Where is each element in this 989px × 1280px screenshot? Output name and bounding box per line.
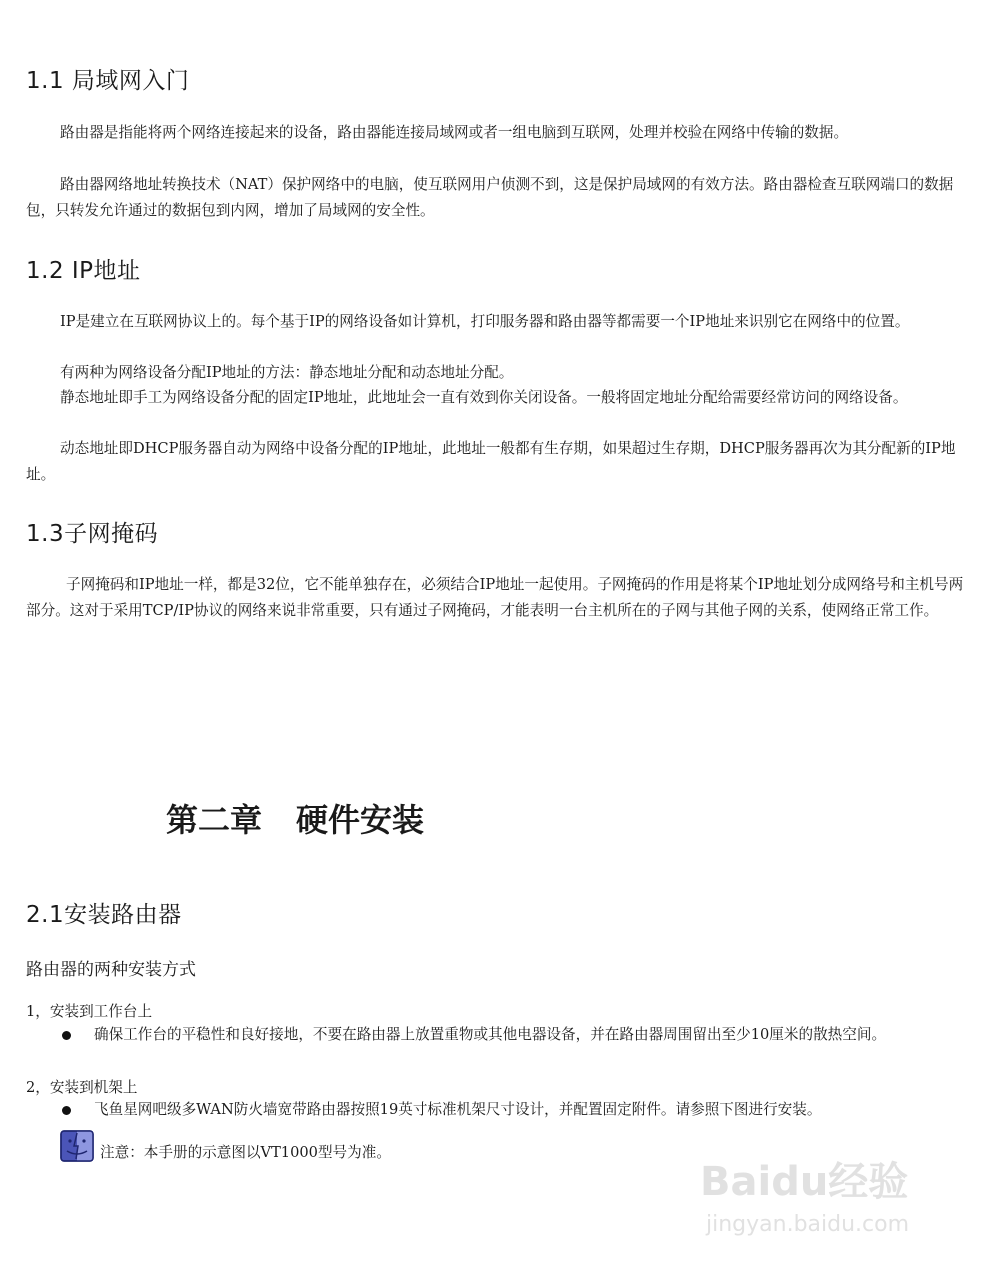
section-1-2-paragraph-3: 静态地址即手工为网络设备分配的固定IP地址，此地址会一直有效到你关闭设备。一般将固定地址分配给需要经常访问的网络设备。 bbox=[60, 389, 908, 406]
bullet-dot-icon bbox=[62, 1106, 71, 1115]
install-method-2-bullet bbox=[62, 1097, 966, 1123]
chapter-2-heading bbox=[166, 795, 424, 841]
install-method-1-bullet bbox=[62, 1022, 966, 1048]
section-1-2-paragraph-4: 动态地址即DHCP服务器自动为网络中设备分配的IP地址，此地址一般都有生存期，如果超过生存期，DHCP服务器再次为其分配新的IP地址。 bbox=[26, 440, 956, 483]
section-1-2-title: 1.2 IP地址 bbox=[26, 258, 141, 284]
section-1-2-paragraph-2: 有两种为网络设备分配IP地址的方法：静态地址分配和动态地址分配。 bbox=[60, 364, 514, 381]
finder-face-icon bbox=[60, 1130, 94, 1162]
section-1-1-paragraph-1: 路由器是指能将两个网络连接起来的设备，路由器能连接局域网或者一组电脑到互联网，处理并校验在网络中传输的数据。 bbox=[60, 124, 849, 141]
section-2-1-title: 2.1安装路由器 bbox=[26, 902, 182, 928]
watermark-url: jingyan.baidu.com bbox=[706, 1212, 910, 1237]
baidu-jingyan-watermark bbox=[700, 1150, 970, 1260]
section-1-1-title: 1.1 局域网入门 bbox=[26, 68, 190, 94]
install-method-1-label: 1，安装到工作台上 bbox=[26, 1003, 153, 1020]
install-method-2-label: 2，安装到机架上 bbox=[26, 1079, 138, 1096]
section-1-3-title: 1.3子网掩码 bbox=[26, 521, 159, 547]
section-1-2-paragraph-1: IP是建立在互联网协议上的。每个基于IP的网络设备如计算机，打印服务器和路由器等都需要一个IP地址来识别它在网络中的位置。 bbox=[60, 313, 910, 330]
bullet-dot-icon bbox=[62, 1031, 71, 1040]
chapter-2-title: 硬件安装 bbox=[296, 801, 425, 839]
section-2-1-subtitle: 路由器的两种安装方式 bbox=[26, 960, 196, 980]
chapter-2-number: 第二章 bbox=[166, 801, 263, 839]
note-text: 注意：本手册的示意图以VT1000型号为准。 bbox=[100, 1144, 391, 1161]
watermark-logo: Baidu经验 bbox=[700, 1159, 909, 1205]
install-method-2-text: 飞鱼星网吧级多WAN防火墙宽带路由器按照19英寸标准机架尺寸设计，并配置固定附件。请参照下图进行安装。 bbox=[94, 1101, 822, 1118]
section-1-3-paragraph-1: 子网掩码和IP地址一样，都是32位，它不能单独存在，必须结合IP地址一起使用。子网掩码的作用是将某个IP地址划分成网络号和主机号两部分。这对于采用TCP/IP协议的网络来说非常重要，只有通过子网掩码，才能表明一台主机所在的子网与其他子网的关系，使网络正常工作。 bbox=[26, 576, 964, 619]
note bbox=[60, 1128, 391, 1162]
section-1-1-paragraph-2: 路由器网络地址转换技术（NAT）保护网络中的电脑，使互联网用户侦测不到，这是保护局域网的有效方法。路由器检查互联网端口的数据包，只转发允许通过的数据包到内网，增加了局域网的安全性。 bbox=[26, 176, 954, 219]
install-method-1-text: 确保工作台的平稳性和良好接地，不要在路由器上放置重物或其他电器设备，并在路由器周围留出至少10厘米的散热空间。 bbox=[94, 1026, 887, 1043]
